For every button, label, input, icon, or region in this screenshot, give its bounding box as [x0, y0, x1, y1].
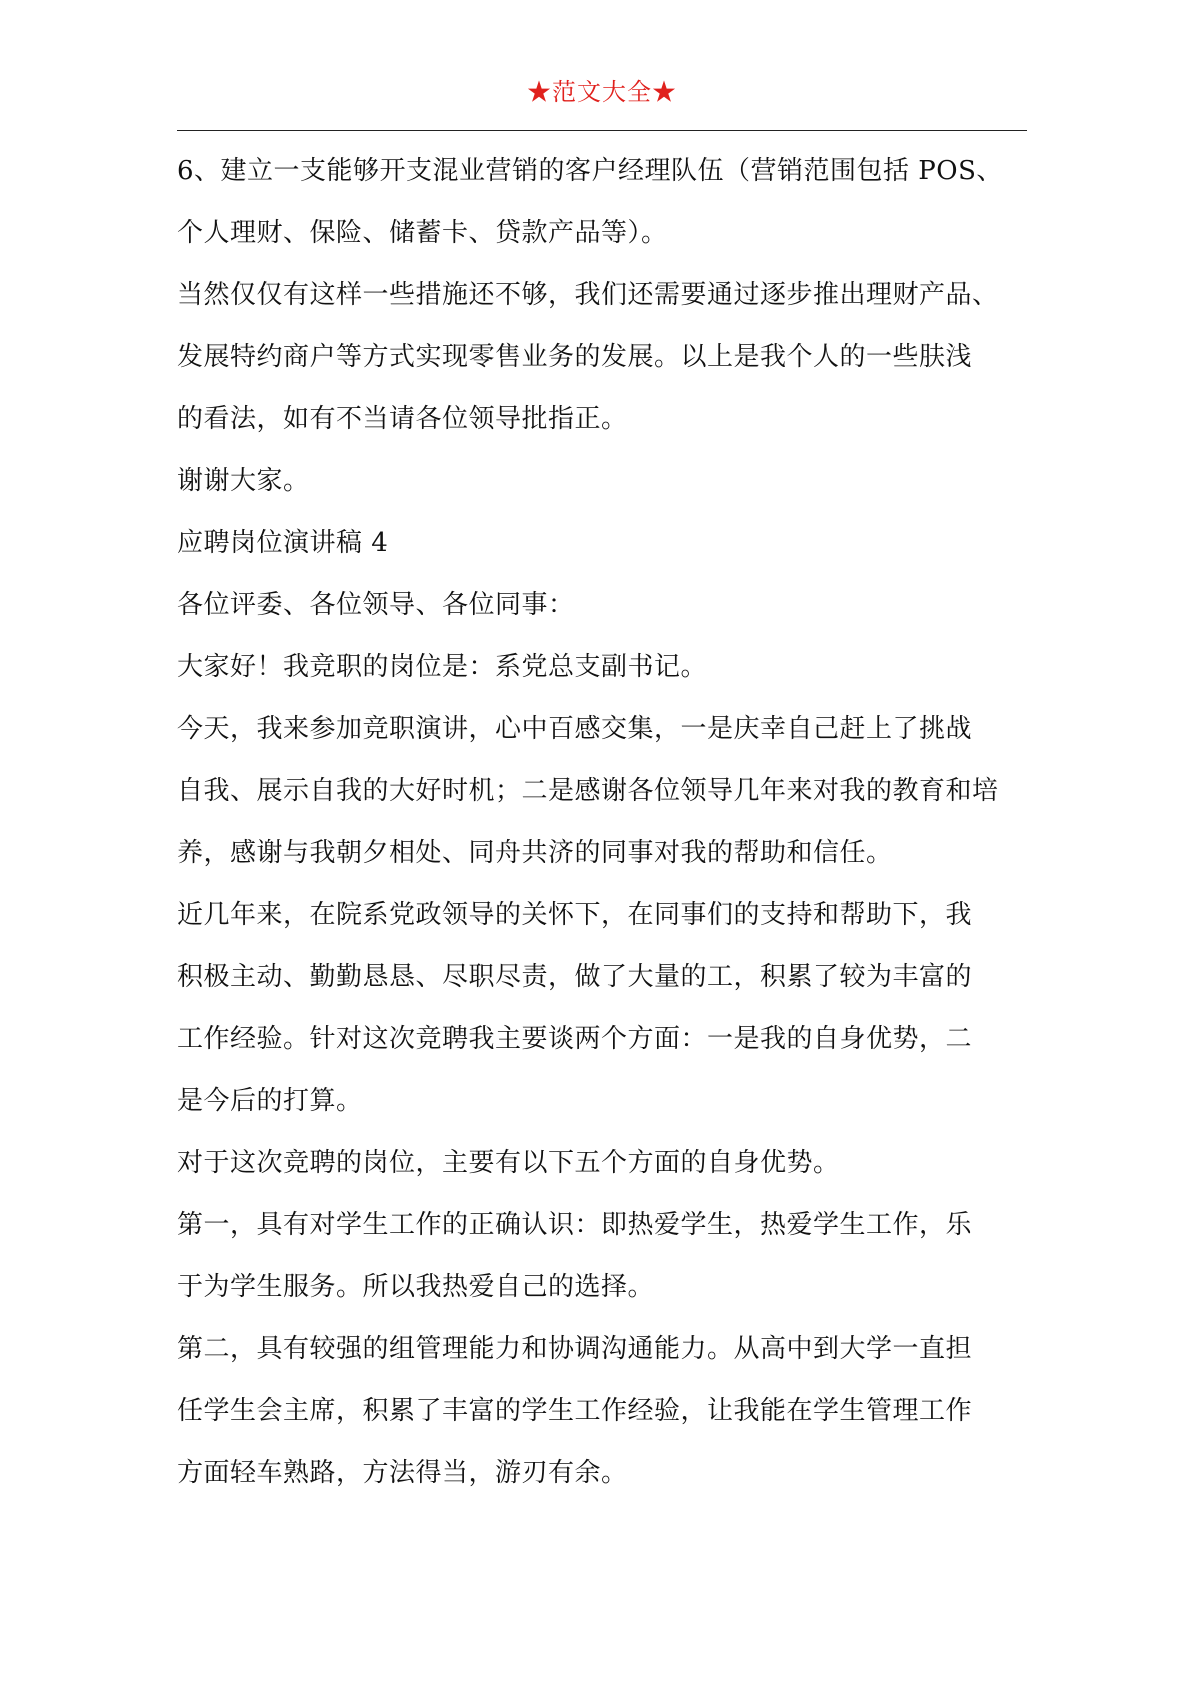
section-title: 应聘岗位演讲稿 4 — [177, 528, 389, 558]
text-line: 6、建立一支能够开支混业营销的客户经理队伍（营销范围包括 POS、 — [177, 156, 1003, 186]
text-line: 工作经验。针对这次竞聘我主要谈两个方面：一是我的自身优势，二 — [177, 1024, 973, 1054]
page-header — [177, 78, 1027, 131]
text-line: 大家好！我竞职的岗位是：系党总支副书记。 — [177, 652, 708, 682]
text-line: 个人理财、保险、储蓄卡、贷款产品等）。 — [177, 218, 668, 248]
text-line: 自我、展示自我的大好时机；二是感谢各位领导几年来对我的教育和培 — [177, 776, 999, 806]
text-line: 第一，具有对学生工作的正确认识：即热爱学生，热爱学生工作，乐 — [177, 1210, 973, 1240]
text-line: 是今后的打算。 — [177, 1086, 363, 1116]
header-title: ★范文大全★ — [527, 78, 677, 106]
text-line: 今天，我来参加竞职演讲，心中百感交集，一是庆幸自己赶上了挑战 — [177, 714, 973, 744]
text-line: 当然仅仅有这样一些措施还不够，我们还需要通过逐步推出理财产品、 — [177, 280, 999, 310]
text-line: 对于这次竞聘的岗位，主要有以下五个方面的自身优势。 — [177, 1148, 840, 1178]
text-line: 积极主动、勤勤恳恳、尽职尽责，做了大量的工，积累了较为丰富的 — [177, 962, 973, 992]
text-line: 任学生会主席，积累了丰富的学生工作经验，让我能在学生管理工作 — [177, 1396, 973, 1426]
text-line: 于为学生服务。所以我热爱自己的选择。 — [177, 1272, 655, 1302]
text-line: 第二，具有较强的组管理能力和协调沟通能力。从高中到大学一直担 — [177, 1334, 973, 1364]
text-line: 发展特约商户等方式实现零售业务的发展。以上是我个人的一些肤浅 — [177, 342, 973, 372]
text-line: 方面轻车熟路，方法得当，游刃有余。 — [177, 1458, 628, 1488]
text-line: 各位评委、各位领导、各位同事： — [177, 590, 575, 620]
text-line: 养，感谢与我朝夕相处、同舟共济的同事对我的帮助和信任。 — [177, 838, 893, 868]
document-body — [177, 140, 1027, 1504]
text-line: 的看法，如有不当请各位领导批指正。 — [177, 404, 628, 434]
text-line: 近几年来，在院系党政领导的关怀下，在同事们的支持和帮助下，我 — [177, 900, 973, 930]
text-line: 谢谢大家。 — [177, 466, 310, 496]
